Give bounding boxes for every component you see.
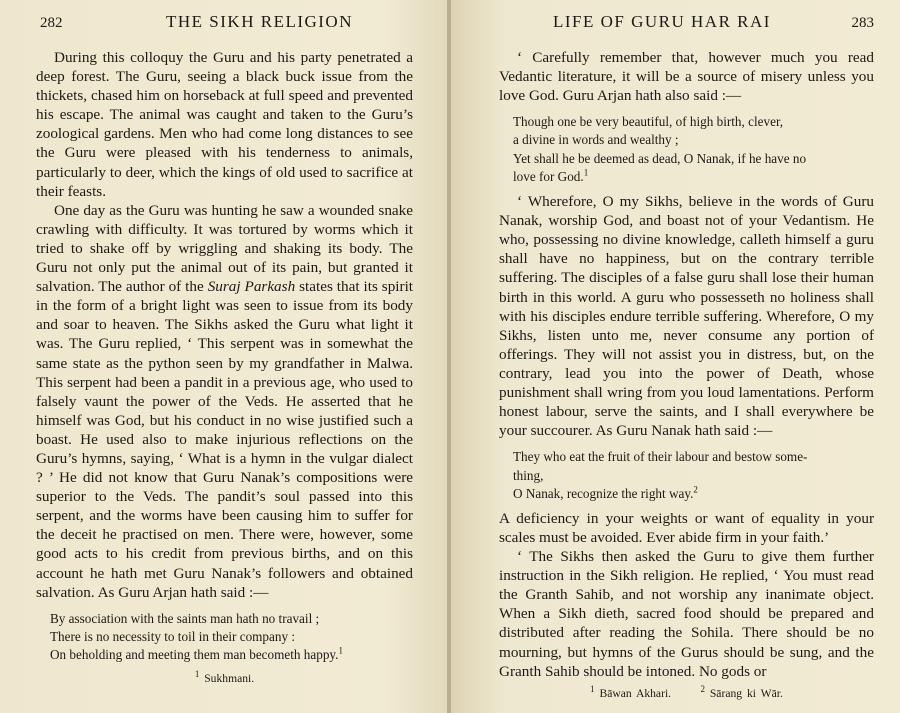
quote-line: By association with the saints man hath no travail ; — [50, 610, 320, 626]
right-page — [451, 0, 900, 713]
quote-line — [513, 485, 874, 503]
quote-line: thing, — [513, 467, 544, 483]
footnote-text: Bāwan Akhari. — [599, 686, 672, 700]
footnote-marker: 1 — [583, 167, 589, 178]
paragraph: ‘ Wherefore, O my Sikhs, believe in the words of Guru Nanak, worship God, and boast not of your Vedantism. He who, possessing no divine knowledge, calleth himself a guru shall have no happiness, but on the contrary terrible suffering. The disciples of a false guru shall lose their human birth in this world. A guru who possesseth no holiness shall with his disciples endure terrible suffering. Wherefore, O my Sikhs, listen unto me, never consume any portion of offerings. They will not assist you in distress, but, on the contrary, lead you into the power of Death, whose punishment shall wring from you loud lamentations. Perform honest labour, serve the saints, and I shall everywhere be your succourer. As Guru Nanak hath said :— — [499, 193, 874, 440]
paragraph: ‘ The Sikhs then asked the Guru to give them further instruction in the Sikh religion. He replied, ‘ You must read the Granth Sahib, and not worship any inanimate object. When a Sikh dieth, sacred food should be prepared and distributed after reading the Sohila. There should be no mourning, but hymns of the Gurus should be sung, and the Granth Sahib should be intoned. No gods or — [499, 548, 874, 680]
right-running-head — [499, 12, 874, 34]
quote-line: Though one be very beautiful, of high birth, clever, — [513, 114, 784, 130]
quote-line — [513, 168, 874, 186]
paragraph-text: One day as the Guru was hunting he saw a wounded snake crawling with difficulty. It was tortured by worms which it tried to shake off by wriggling and shaking its body. The Guru not only put the animal out of its pain, but granted it salvation. The author of the — [36, 201, 413, 296]
quote-line: a divine in words and wealthy ; — [513, 132, 679, 148]
left-body — [36, 48, 413, 602]
right-body-top — [499, 48, 874, 105]
footnote-text: Sukhmani. — [204, 672, 255, 686]
footnote-number: 1 — [194, 669, 200, 680]
right-running-title: LIFE OF GURU HAR RAI — [553, 12, 771, 31]
footnote-marker: 1 — [338, 645, 343, 656]
paragraph — [36, 201, 413, 602]
left-page — [0, 0, 449, 713]
quote-line-text: O Nanak, recognize the right way. — [513, 485, 694, 501]
right-body-bottom — [499, 509, 874, 681]
footnote-number: 2 — [700, 683, 705, 694]
left-page-number: 282 — [40, 15, 63, 31]
right-quote-1 — [499, 113, 874, 186]
right-body-middle — [499, 192, 874, 440]
paragraph: During this colloquy the Guru and his party penetrated a deep forest. The Guru, seeing a black buck issue from the thickets, chased him on horseback at full speed and prevented his escape. The animal was caught and taken to the Guru’s zoological gardens. Men who had come long distances to see the Guru were pleased with his tenderness to animals, particularly to deer, which the kings of old used to sacrifice at their feasts. — [36, 49, 413, 200]
left-running-head — [36, 12, 413, 34]
footnote-number: 1 — [590, 683, 595, 694]
paragraph-text: states that its spirit in the form of a bright light was seen to issue from its body and soar to heaven. The Sikhs asked the Guru what light it was. The Guru replied, ‘ This serpent was in somewhat the same state as the python seen by my grandfather in Malwa. This serpent had been a pandit in a previous age, who used to falsely vaunt the power of the Veds. He asserted that he himself was God, but his conduct in no wise justified such a boast. He used also to make injurious reflections on the Guru’s hymns, saying, ‘ What is a hymn in the vulgar dialect ? ’ He did not know that Guru Nanak’s compositions were superior to the Veds. The pandit’s soul passed into this serpent, and the worms have been causing him to suffer for the deceit he practised on men. There were, however, some good acts to his credit from previous births, and on this account he hath met Guru Nanak’s followers and obtained salvation. As Guru Arjan hath said :— — [36, 278, 414, 601]
quote-line: There is no necessity to toil in their company : — [50, 628, 296, 644]
right-quote-2 — [499, 448, 874, 503]
footnote-marker: 2 — [693, 484, 698, 495]
quote-line-text: love for God. — [513, 168, 584, 184]
quote-line-text: On beholding and meeting them man becometh happy. — [50, 647, 339, 663]
book-title-italic: Suraj Parkash — [207, 278, 296, 296]
right-page-number: 283 — [851, 15, 874, 31]
quote-line — [50, 646, 413, 664]
quote-line: They who eat the fruit of their labour and bestow some- — [513, 449, 808, 465]
footnote-text: Sārang ki Wār. — [709, 686, 783, 700]
quote-line: Yet shall he be deemed as dead, O Nanak, if he have no — [513, 150, 807, 166]
left-running-title: THE SIKH RELIGION — [166, 12, 353, 31]
left-footnote — [36, 669, 413, 686]
paragraph: A deficiency in your weights or want of equality in your scales must be avoided. Ever abide firm in your faith.’ — [499, 509, 874, 547]
paragraph: ‘ Carefully remember that, however much you read Vedantic literature, it will be a source of misery unless you love God. Guru Arjan hath also said :— — [499, 49, 874, 105]
right-footnotes — [499, 683, 874, 700]
left-quote — [36, 610, 413, 665]
